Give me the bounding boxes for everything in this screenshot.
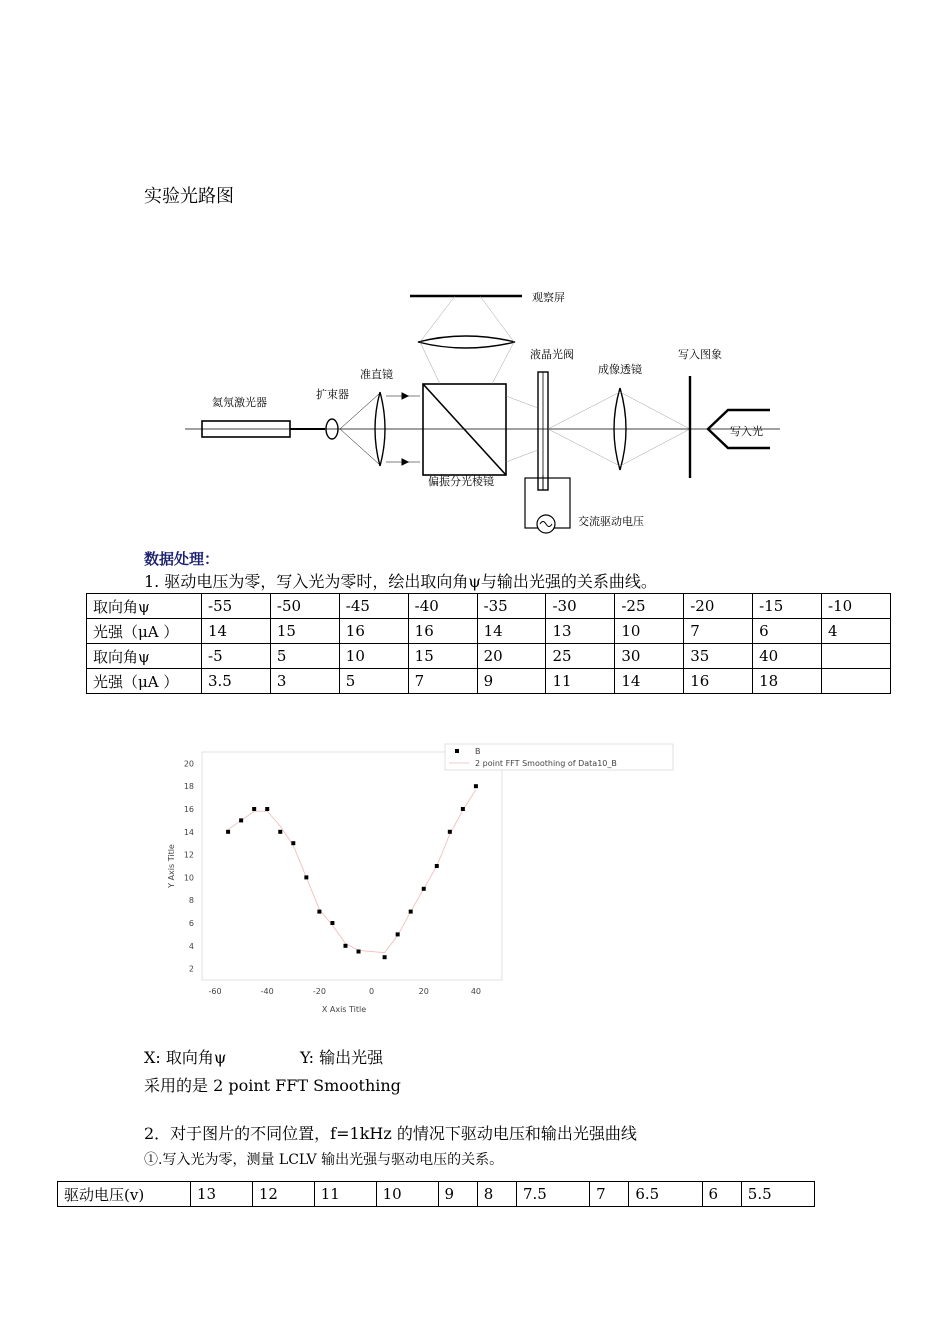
table-cell: 16 bbox=[339, 619, 408, 644]
scatter-chart bbox=[160, 738, 680, 1018]
data-point bbox=[317, 910, 321, 914]
table-cell: 10 bbox=[615, 619, 684, 644]
row-header-cell: 驱动电压(v) bbox=[58, 1182, 191, 1207]
table-cell: 6 bbox=[702, 1182, 741, 1207]
table-cell: 13 bbox=[546, 619, 615, 644]
y-tick-label: 16 bbox=[183, 805, 194, 814]
section-title: 实验光路图 bbox=[144, 186, 234, 207]
row-header-cell: 取向角ψ bbox=[87, 594, 202, 619]
table-cell: 11 bbox=[314, 1182, 376, 1207]
row-header-cell: 光强（μA ） bbox=[87, 669, 202, 694]
label-write-image: 写入图象 bbox=[678, 348, 722, 361]
table-cell: 7 bbox=[408, 669, 477, 694]
angle-intensity-table bbox=[86, 593, 891, 694]
table-cell: 6.5 bbox=[629, 1182, 702, 1207]
table-cell: 18 bbox=[753, 669, 822, 694]
arrow-upper bbox=[402, 393, 408, 399]
table-cell: -35 bbox=[477, 594, 546, 619]
x-tick-label: 40 bbox=[470, 987, 482, 996]
data-point bbox=[330, 921, 334, 925]
table-cell: -20 bbox=[684, 594, 753, 619]
y-tick-label: 2 bbox=[188, 964, 194, 974]
y-tick-label: 4 bbox=[188, 941, 194, 951]
beam-lower bbox=[340, 429, 380, 465]
table-cell: 4 bbox=[822, 619, 891, 644]
item2-text: 2．对于图片的不同位置，f=1kHz 的情况下驱动电压和输出光强曲线 bbox=[144, 1124, 637, 1143]
x-tick-label: -60 bbox=[208, 987, 222, 996]
y-tick-label: 10 bbox=[183, 873, 194, 883]
table-row bbox=[87, 669, 891, 694]
table-cell: 10 bbox=[376, 1182, 438, 1207]
plot-frame bbox=[202, 752, 502, 980]
table-cell: -5 bbox=[202, 644, 271, 669]
table-cell: -15 bbox=[753, 594, 822, 619]
table-cell: 16 bbox=[684, 669, 753, 694]
data-point bbox=[409, 910, 413, 914]
table-cell: 7.5 bbox=[516, 1182, 589, 1207]
table-cell: 15 bbox=[408, 644, 477, 669]
axis-note-y: Y: 输出光强 bbox=[300, 1048, 384, 1067]
table-cell: 12 bbox=[252, 1182, 314, 1207]
label-laser: 氦氖激光器 bbox=[212, 396, 267, 409]
optical-path-diagram bbox=[180, 280, 790, 542]
x-tick-label: 0 bbox=[369, 987, 375, 996]
data-point bbox=[383, 955, 387, 959]
table-cell: -10 bbox=[822, 594, 891, 619]
label-expander: 扩束器 bbox=[316, 388, 349, 401]
y-tick-label: 6 bbox=[188, 919, 194, 928]
arrow-lower bbox=[402, 459, 408, 465]
table-row bbox=[87, 644, 891, 669]
y-tick-label: 14 bbox=[183, 827, 194, 837]
table-cell: -45 bbox=[339, 594, 408, 619]
table-cell: 25 bbox=[546, 644, 615, 669]
table-cell: 9 bbox=[438, 1182, 477, 1207]
table-cell: -55 bbox=[202, 594, 271, 619]
table-cell: -50 bbox=[270, 594, 339, 619]
table-cell: 14 bbox=[202, 619, 271, 644]
label-prism: 偏振分光棱镜 bbox=[428, 475, 494, 488]
item1-text: 1. 驱动电压为零，写入光为零时，绘出取向角ψ与输出光强的关系曲线。 bbox=[144, 572, 657, 591]
item2-subtext: ①.写入光为零，测量 LCLV 输出光强与驱动电压的关系。 bbox=[144, 1152, 504, 1168]
table-cell: 3.5 bbox=[202, 669, 271, 694]
data-point bbox=[304, 875, 308, 879]
table-cell: 5 bbox=[270, 644, 339, 669]
table-cell: -25 bbox=[615, 594, 684, 619]
table-cell: 5 bbox=[339, 669, 408, 694]
data-point bbox=[226, 830, 230, 834]
legend-label: 2 point FFT Smoothing of Data10_B bbox=[475, 759, 617, 768]
table-row bbox=[58, 1182, 815, 1207]
table-cell: 7 bbox=[590, 1182, 629, 1207]
table-cell: 11 bbox=[546, 669, 615, 694]
data-heading: 数据处理： bbox=[144, 550, 220, 568]
table-cell: 40 bbox=[753, 644, 822, 669]
label-collimator: 准直镜 bbox=[360, 368, 393, 381]
data-point bbox=[239, 818, 243, 822]
screen-lens bbox=[418, 336, 515, 348]
table-cell: -40 bbox=[408, 594, 477, 619]
table-cell: -30 bbox=[546, 594, 615, 619]
table-cell: 6 bbox=[753, 619, 822, 644]
label-imaging-lens: 成像透镜 bbox=[598, 363, 642, 376]
data-point bbox=[357, 950, 361, 954]
row-header-cell: 取向角ψ bbox=[87, 644, 202, 669]
table-cell: 14 bbox=[615, 669, 684, 694]
label-ac-voltage: 交流驱动电压 bbox=[578, 515, 644, 528]
data-point bbox=[474, 784, 478, 788]
smoothing-note: 采用的是 2 point FFT Smoothing bbox=[144, 1076, 401, 1095]
data-point bbox=[448, 830, 452, 834]
table-cell: 3 bbox=[270, 669, 339, 694]
x-tick-label: 20 bbox=[418, 987, 429, 996]
data-point bbox=[396, 932, 400, 936]
table-cell: 35 bbox=[684, 644, 753, 669]
data-point bbox=[435, 864, 439, 868]
table-cell: 13 bbox=[191, 1182, 253, 1207]
x-axis-title: X Axis Title bbox=[321, 1005, 367, 1014]
data-point bbox=[343, 944, 347, 948]
y-axis-title: Y Axis Title bbox=[167, 844, 176, 888]
table-cell: 14 bbox=[477, 619, 546, 644]
smoothing-series-line bbox=[228, 790, 476, 953]
data-point bbox=[461, 807, 465, 811]
row-header-cell: 光强（μA ） bbox=[87, 619, 202, 644]
table-cell: 15 bbox=[270, 619, 339, 644]
y-tick-label: 18 bbox=[183, 782, 194, 792]
table-cell bbox=[822, 644, 891, 669]
data-point bbox=[422, 887, 426, 891]
prism-diagonal bbox=[423, 384, 506, 475]
x-tick-label: -20 bbox=[312, 987, 326, 996]
legend-label: B bbox=[475, 747, 481, 756]
table-row bbox=[87, 594, 891, 619]
voltage-table bbox=[57, 1181, 815, 1207]
label-lclv: 液晶光阀 bbox=[530, 348, 574, 361]
table-cell: 16 bbox=[408, 619, 477, 644]
data-point bbox=[291, 841, 295, 845]
data-point bbox=[252, 807, 256, 811]
y-tick-label: 20 bbox=[183, 759, 194, 769]
y-tick-label: 8 bbox=[188, 896, 194, 906]
legend-marker-scatter bbox=[455, 749, 459, 753]
y-tick-label: 12 bbox=[183, 850, 194, 860]
table-cell: 7 bbox=[684, 619, 753, 644]
x-tick-label: -40 bbox=[260, 987, 274, 996]
table-cell: 8 bbox=[477, 1182, 516, 1207]
table-cell: 20 bbox=[477, 644, 546, 669]
table-cell: 10 bbox=[339, 644, 408, 669]
table-cell bbox=[822, 669, 891, 694]
data-point bbox=[278, 830, 282, 834]
axis-note-x: X: 取向角ψ bbox=[144, 1048, 227, 1067]
data-point bbox=[265, 807, 269, 811]
label-screen: 观察屏 bbox=[532, 291, 565, 304]
table-cell: 5.5 bbox=[741, 1182, 814, 1207]
table-cell: 9 bbox=[477, 669, 546, 694]
label-write-light: 写入光 bbox=[730, 425, 763, 438]
table-row bbox=[87, 619, 891, 644]
table-cell: 30 bbox=[615, 644, 684, 669]
